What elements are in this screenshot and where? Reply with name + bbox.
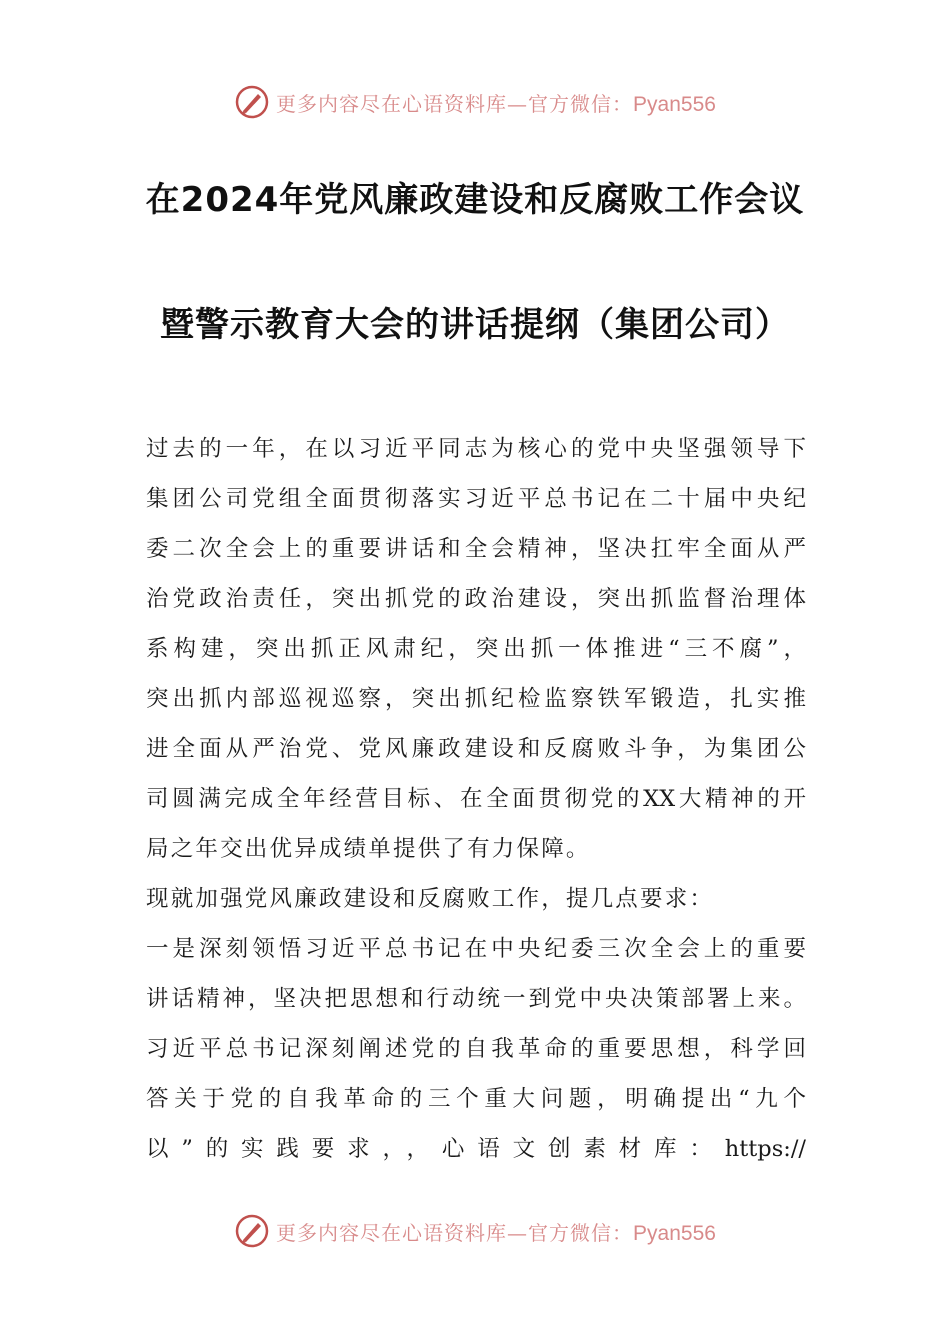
watermark-banner-bottom — [0, 1211, 950, 1251]
body-line: 过去的一年，在以习近平同志为核心的党中央坚强领导下 — [146, 436, 806, 462]
body-line: 现就加强党风廉政建设和反腐败工作，提几点要求： — [146, 886, 715, 912]
body-line: 集团公司党组全面贯彻落实习近平总书记在二十届中央纪 — [146, 486, 806, 512]
watermark-text: 更多内容尽在心语资料库—官方微信：Pyan556 — [276, 91, 716, 116]
body-line: 答关于党的自我革命的三个重大问题，明确提出“九个 — [146, 1086, 806, 1112]
body-line: 委二次全会上的重要讲话和全会精神，坚决扛牢全面从严 — [146, 536, 806, 562]
body-line: 讲话精神，坚决把思想和行动统一到党中央决策部署上来。 — [146, 986, 806, 1012]
body-line: 系构建，突出抓正风肃纪，突出抓一体推进“三不腐”， — [146, 636, 806, 662]
body-line: 以”的实践要求，，心语文创素材库：https:// — [146, 1136, 806, 1162]
body-line: 治党政治责任，突出抓党的政治建设，突出抓监督治理体 — [146, 586, 806, 612]
title-line-2: 暨警示教育大会的讲话提纲（集团公司） — [160, 305, 790, 345]
body-line: 习近平总书记深刻阐述党的自我革命的重要思想，科学回 — [146, 1036, 806, 1062]
wechat-id: Pyan556 — [633, 1221, 716, 1245]
watermark-text: 更多内容尽在心语资料库—官方微信：Pyan556 — [276, 1220, 716, 1245]
body-line: 一是深刻领悟习近平总书记在中央纪委三次全会上的重要 — [146, 936, 806, 962]
body-text — [146, 428, 806, 1178]
watermark-banner-top — [0, 82, 950, 122]
body-line: 突出抓内部巡视巡察，突出抓纪检监察铁军锻造，扎实推 — [146, 686, 806, 712]
body-line: 局之年交出优异成绩单提供了有力保障。 — [146, 836, 591, 862]
title-line-1: 在2024年党风廉政建设和反腐败工作会议 — [145, 180, 805, 220]
pen-logo-icon — [234, 1213, 270, 1249]
wechat-id: Pyan556 — [633, 92, 716, 116]
body-line: 司圆满完成全年经营目标、在全面贯彻党的XX大精神的开 — [146, 786, 806, 812]
pen-logo-icon — [234, 84, 270, 120]
body-line: 进全面从严治党、党风廉政建设和反腐败斗争，为集团公 — [146, 736, 806, 762]
